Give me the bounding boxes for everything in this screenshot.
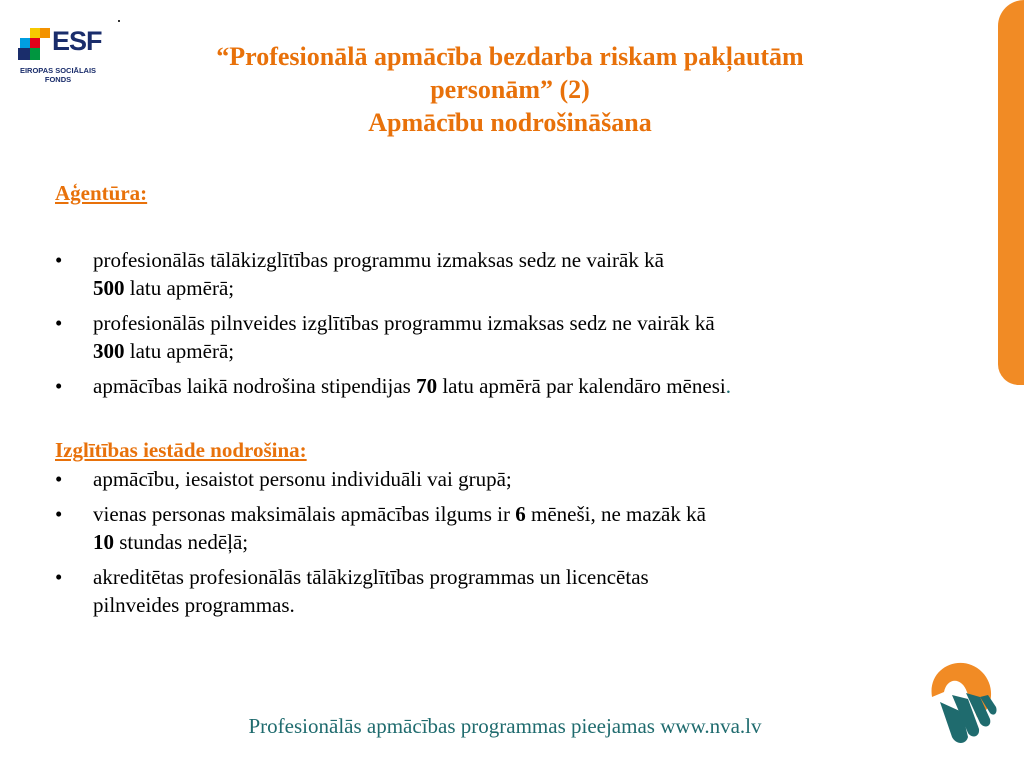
bullet-glyph: • [55, 311, 63, 335]
title-line-1: “Profesionālā apmācība bezdarba riskam pakļautām [216, 42, 804, 71]
section-heading-institution: Izglītības iestāde nodrošina: [55, 438, 307, 462]
institution-list [55, 465, 955, 619]
esf-logo-text: ESF [52, 26, 102, 56]
nva-hand-logo-icon [922, 657, 998, 747]
title-line-2: personām” (2) [430, 75, 590, 104]
list-item: • apmācības laikā nodrošina stipendijas 70 latu apmērā par kalendāro mēnesi. [55, 374, 731, 398]
esf-flag-icon [18, 28, 50, 60]
list-item: • profesionālās pilnveides izglītības programmu izmaksas sedz ne vairāk kā 300 latu apmērā; [55, 311, 715, 363]
slide-title [110, 40, 910, 139]
list-item: • profesionālās tālākizglītības programmu izmaksas sedz ne vairāk kā 500 latu apmērā; [55, 248, 664, 300]
esf-logo-subtitle: EIROPAS SOCIĀLAIS FONDS [19, 66, 97, 84]
bullet-glyph: • [55, 374, 63, 398]
list-item: • akreditētas profesionālās tālākizglītības programmas un licencētas pilnveides programmas. [55, 565, 649, 617]
agency-list [55, 246, 955, 400]
list-item: • apmācību, iesaistot personu individuāli vai grupā; [55, 467, 512, 491]
title-line-3: Apmācību nodrošināšana [368, 108, 652, 137]
bullet-glyph: • [55, 565, 63, 589]
bullet-glyph: • [55, 502, 63, 526]
bullet-glyph: • [55, 248, 63, 272]
footer-text: Profesionālās apmācības programmas pieejamas www.nva.lv [248, 714, 762, 738]
section-heading-agency: Aģentūra: [55, 181, 148, 205]
bullet-glyph: • [55, 467, 63, 491]
list-item: • vienas personas maksimālais apmācības ilgums ir 6 mēneši, ne mazāk kā 10 stundas nedēļā; [55, 502, 706, 554]
slide-content [55, 178, 955, 626]
esf-logo [18, 28, 108, 86]
right-accent-bar [998, 0, 1024, 385]
decorative-dot [118, 20, 120, 22]
